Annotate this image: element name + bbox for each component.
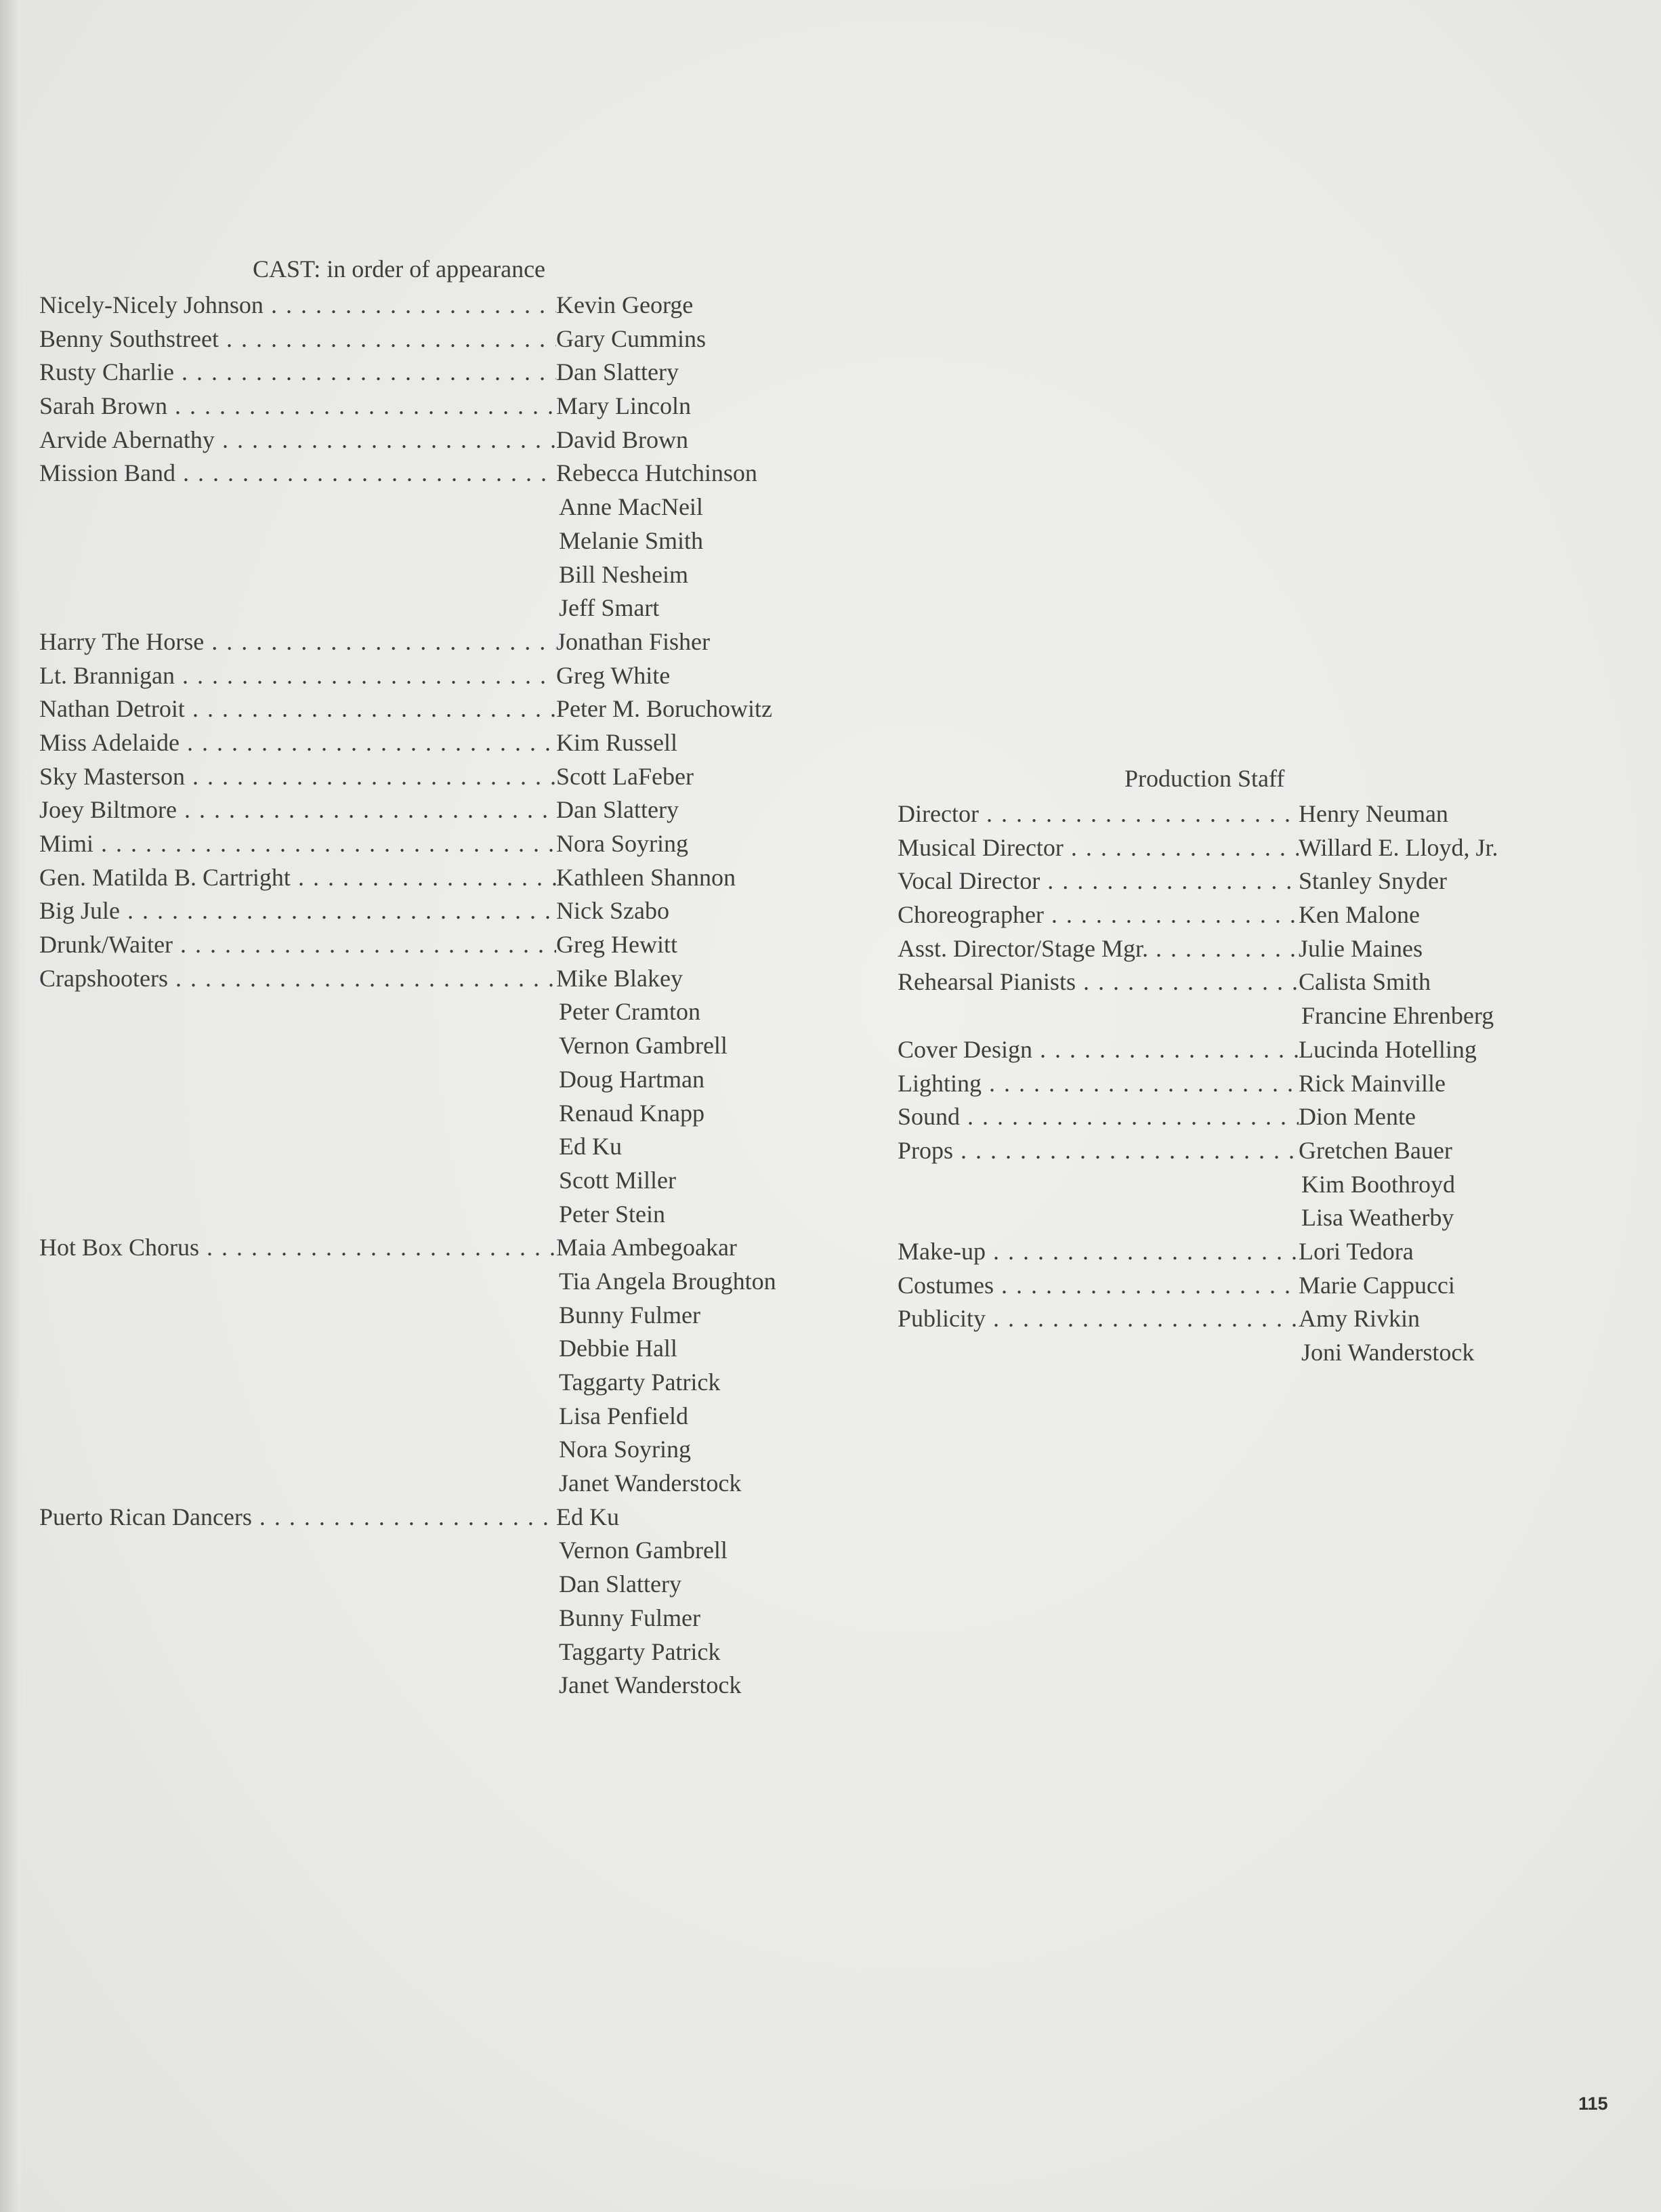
cast-name: Kim Russell [556,728,678,756]
cast-role: Harry The Horse . . . [39,625,556,659]
cast-name: Bunny Fulmer [559,1604,701,1631]
cast-row [39,1231,839,1265]
cast-entry [39,423,839,457]
staff-row [898,831,1582,865]
staff-role: Props . . . [898,1134,1299,1168]
cast-entry [39,1501,839,1703]
cast-role: Mimi . . . [39,827,556,861]
staff-role: Costumes . . . [898,1269,1299,1303]
cast-role: Mission Band . . . [39,457,556,491]
staff-entry [898,1302,1582,1369]
cast-entry [39,1231,839,1501]
cast-row [39,356,839,390]
cast-entry [39,894,839,928]
binding-shadow [0,0,24,2212]
staff-role: Cover Design . . . [898,1033,1299,1067]
staff-row [898,1033,1582,1067]
cast-name: Peter Stein [559,1200,665,1228]
staff-role: Lighting . . . [898,1067,1299,1101]
cast-role: Joey Biltmore . . . [39,793,556,827]
cast-name: Nick Szabo [556,897,669,925]
staff-row [898,1134,1582,1168]
staff-entry [898,898,1582,932]
staff-row [898,932,1582,966]
cast-name: David Brown [556,425,688,453]
cast-name: Doug Hartman [559,1065,705,1093]
staff-row [898,1235,1582,1269]
staff-role: Musical Director . . . [898,831,1299,865]
cast-name: Scott LaFeber [556,762,694,790]
cast-name: Dan Slattery [556,796,679,824]
staff-role: Vocal Director . . . [898,864,1299,898]
cast-role: Sky Masterson . . . [39,760,556,794]
cast-entry [39,793,839,827]
cast-row [39,659,839,693]
staff-row [898,1302,1582,1336]
page-number: 115 [1578,2093,1608,2114]
cast-entry [39,659,839,693]
cast-role: Big Jule . . . [39,894,556,928]
staff-name: Willard E. Lloyd, Jr. [1299,833,1498,861]
cast-role: Puerto Rican Dancers . . . [39,1501,556,1535]
staff-role: Choreographer . . . [898,898,1299,932]
cast-entry [39,289,839,322]
cast-entry [39,861,839,895]
cast-name: Scott Miller [559,1166,676,1194]
staff-name: Amy Rivkin [1299,1305,1421,1333]
staff-name: Gretchen Bauer [1299,1136,1452,1164]
cast-name: Vernon Gambrell [559,1537,728,1564]
cast-name: Janet Wanderstock [559,1671,742,1699]
staff-role: Director . . . [898,797,1299,831]
staff-row [898,1100,1582,1134]
cast-entry [39,692,839,726]
cast-row [39,793,839,827]
staff-name: Calista Smith [1299,968,1431,996]
staff-name: Julie Maines [1299,934,1423,962]
cast-name: Peter M. Boruchowitz [556,695,772,723]
staff-name: Ken Malone [1299,901,1420,929]
cast-role: Rusty Charlie . . . [39,356,556,390]
cast-row [39,827,839,861]
cast-row [39,390,839,423]
staff-row [898,898,1582,932]
cast-entry [39,356,839,390]
cast-row [39,861,839,895]
cast-role: Hot Box Chorus . . . [39,1231,556,1265]
cast-name: Debbie Hall [559,1335,677,1362]
staff-role: Rehearsal Pianists . . . [898,965,1299,999]
cast-role: Nathan Detroit . . . [39,692,556,726]
cast-role: Benny Southstreet . . . [39,322,556,356]
staff-name: Stanley Snyder [1299,867,1447,895]
cast-name: Greg White [556,661,671,689]
cast-row [39,726,839,760]
cast-entry [39,457,839,625]
staff-entry [898,864,1582,898]
cast-row [39,457,839,491]
cast-name: Taggarty Patrick [559,1369,721,1396]
production-staff-heading: Production Staff [1124,765,1285,792]
cast-role: Gen. Matilda B. Cartright . . . [39,861,556,895]
cast-entry [39,726,839,760]
cast-name: Jeff Smart [559,594,660,622]
cast-row [39,894,839,928]
cast-name: Jonathan Fisher [556,627,710,655]
staff-name: Lisa Weatherby [1301,1204,1454,1232]
staff-entry [898,1134,1582,1235]
cast-name: Mary Lincoln [556,392,691,420]
cast-role: Lt. Brannigan . . . [39,659,556,693]
staff-name: Henry Neuman [1299,800,1448,827]
cast-heading: CAST: in order of appearance [253,255,546,283]
cast-name: Ed Ku [559,1133,622,1161]
cast-name: Renaud Knapp [559,1099,705,1127]
staff-role: Asst. Director/Stage Mgr. . . . [898,932,1299,966]
cast-name: Peter Cramton [559,998,700,1026]
cast-name: Vernon Gambrell [559,1032,728,1060]
staff-row [898,797,1582,831]
cast-role: Arvide Abernathy . . . [39,423,556,457]
staff-role: Make-up . . . [898,1235,1299,1269]
cast-row [39,289,839,322]
cast-list [39,289,839,1703]
cast-row [39,692,839,726]
staff-entry [898,1269,1582,1303]
cast-row [39,322,839,356]
cast-row [39,1501,839,1535]
cast-name: Taggarty Patrick [559,1637,721,1665]
cast-row [39,928,839,962]
cast-role: Drunk/Waiter . . . [39,928,556,962]
cast-entry [39,962,839,1232]
cast-entry [39,390,839,423]
cast-name: Melanie Smith [559,526,703,554]
cast-name: Anne MacNeil [559,493,703,521]
staff-entry [898,831,1582,865]
cast-name: Tia Angela Broughton [559,1267,776,1295]
cast-name: Maia Ambegoakar [556,1234,737,1261]
staff-name: Francine Ehrenberg [1301,1002,1494,1030]
cast-entry [39,625,839,659]
cast-row [39,962,839,996]
cast-name: Dan Slattery [559,1570,681,1598]
cast-name: Ed Ku [556,1503,619,1530]
cast-name: Kevin George [556,291,694,318]
cast-entry [39,827,839,861]
cast-row [39,760,839,794]
cast-name: Kathleen Shannon [556,863,736,891]
staff-row [898,1269,1582,1303]
staff-role: Publicity . . . [898,1302,1299,1336]
staff-name: Lucinda Hotelling [1299,1035,1477,1063]
cast-name: Gary Cummins [556,325,706,352]
cast-name: Mike Blakey [556,964,683,992]
production-staff-list [898,797,1582,1370]
staff-name: Marie Cappucci [1299,1271,1455,1299]
staff-name: Kim Boothroyd [1301,1170,1456,1198]
cast-role: Nicely-Nicely Johnson . . . [39,289,556,322]
staff-entry [898,965,1582,1032]
staff-name: Lori Tedora [1299,1237,1414,1265]
staff-row [898,965,1582,999]
cast-name: Bunny Fulmer [559,1301,701,1329]
cast-entry [39,928,839,962]
cast-row [39,423,839,457]
cast-role: Miss Adelaide . . . [39,726,556,760]
staff-row [898,1067,1582,1101]
cast-name: Lisa Penfield [559,1402,688,1430]
staff-entry [898,932,1582,966]
cast-entry [39,322,839,356]
cast-name: Rebecca Hutchinson [556,459,757,487]
cast-name: Nora Soyring [559,1436,691,1463]
cast-name: Nora Soyring [556,830,688,857]
cast-name: Bill Nesheim [559,560,688,588]
staff-row [898,864,1582,898]
staff-entry [898,1235,1582,1269]
cast-entry [39,760,839,794]
staff-entry [898,797,1582,831]
staff-entry [898,1067,1582,1101]
cast-name: Greg Hewitt [556,931,677,959]
cast-role: Sarah Brown . . . [39,390,556,423]
cast-role: Crapshooters . . . [39,962,556,996]
cast-row [39,625,839,659]
staff-name: Joni Wanderstock [1301,1339,1475,1366]
staff-entry [898,1100,1582,1134]
cast-name: Dan Slattery [556,358,679,386]
staff-name: Rick Mainville [1299,1069,1446,1097]
cast-name: Janet Wanderstock [559,1469,742,1497]
staff-name: Dion Mente [1299,1103,1416,1131]
staff-entry [898,1033,1582,1067]
staff-role: Sound . . . [898,1100,1299,1134]
